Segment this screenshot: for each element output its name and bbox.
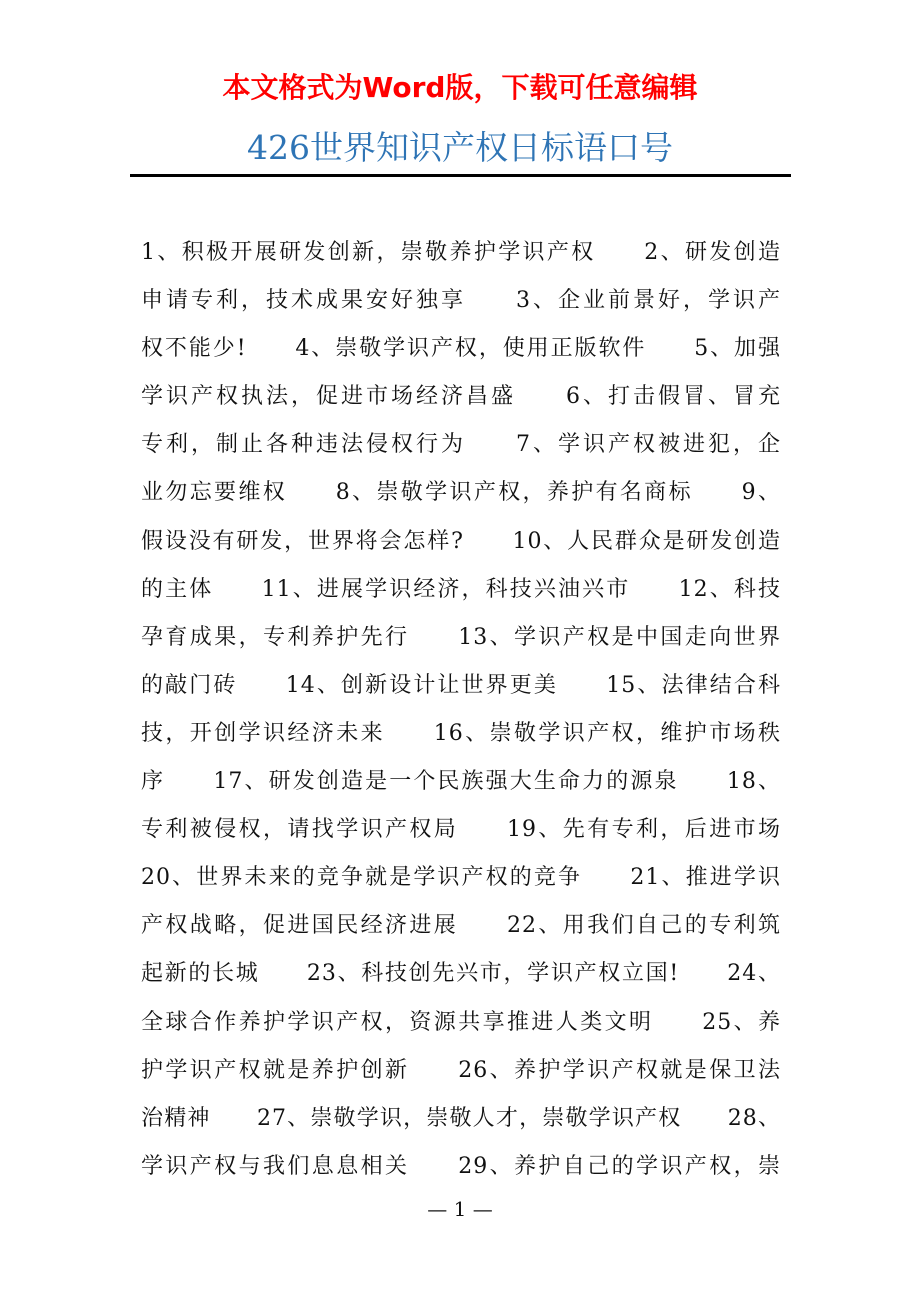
text-line: 权不能少! 4、崇敬学识产权，使用正版软件 5、加强 bbox=[141, 336, 781, 362]
format-notice: 本文格式为Word版，下载可任意编辑 bbox=[222, 71, 698, 104]
text-line: 治精神 27、崇敬学识，崇敬人才，崇敬学识产权 28、 bbox=[141, 1105, 781, 1131]
text-line: 产权战略，促进国民经济进展 22、用我们自己的专利筑 bbox=[141, 913, 781, 939]
text-line: 技，开创学识经济未来 16、崇敬学识产权，维护市场秩 bbox=[141, 720, 781, 746]
text-line: 的敲门砖 14、创新设计让世界更美 15、法律结合科 bbox=[141, 672, 781, 698]
text-line: 专利，制止各种违法侵权行为 7、学识产权被进犯，企 bbox=[141, 432, 781, 458]
text-line: 序 17、研发创造是一个民族强大生命力的源泉 18、 bbox=[141, 769, 781, 795]
text-line: 20、世界未来的竞争就是学识产权的竞争 21、推进学识 bbox=[141, 865, 781, 891]
page-title: 426世界知识产权日标语口号 bbox=[247, 128, 673, 167]
text-line: 孕育成果，专利养护先行 13、学识产权是中国走向世界 bbox=[141, 624, 781, 650]
text-line: 学识产权与我们息息相关 29、养护自己的学识产权，崇 bbox=[141, 1153, 781, 1179]
text-line: 假设没有研发，世界将会怎样? 10、人民群众是研发创造 bbox=[141, 528, 781, 554]
title-divider bbox=[130, 174, 791, 177]
text-line: 申请专利，技术成果安好独享 3、企业前景好，学识产 bbox=[141, 288, 781, 314]
text-line: 专利被侵权，请找学识产权局 19、先有专利，后进市场 bbox=[141, 817, 781, 843]
slogan-body bbox=[141, 234, 781, 1196]
text-line: 学识产权执法，促进市场经济昌盛 6、打击假冒、冒充 bbox=[141, 384, 781, 410]
text-line: 全球合作养护学识产权，资源共享推进人类文明 25、养 bbox=[141, 1009, 781, 1035]
text-line: 的主体 11、进展学识经济，科技兴油兴市 12、科技 bbox=[141, 576, 781, 602]
text-line: 业勿忘要维权 8、崇敬学识产权，养护有名商标 9、 bbox=[141, 480, 781, 506]
text-line: 起新的长城 23、科技创先兴市，学识产权立国! 24、 bbox=[141, 961, 781, 987]
text-line: 护学识产权就是养护创新 26、养护学识产权就是保卫法 bbox=[141, 1057, 781, 1083]
page-number: — 1 — bbox=[427, 1197, 493, 1221]
text-line: 1、积极开展研发创新，崇敬养护学识产权 2、研发创造 bbox=[141, 240, 781, 265]
